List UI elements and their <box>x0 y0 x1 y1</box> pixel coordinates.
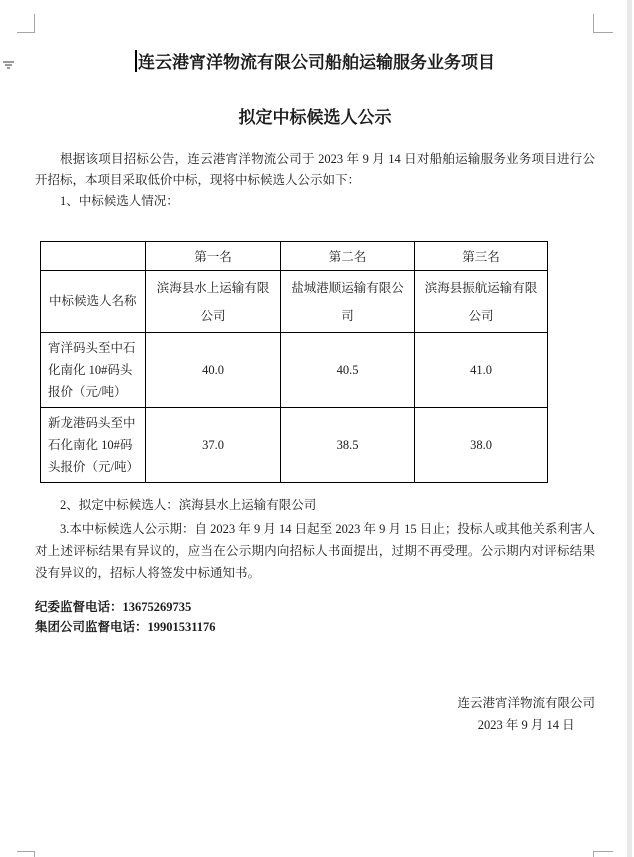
header-cell-second: 第二名 <box>281 242 415 271</box>
header-cell-third: 第三名 <box>415 242 548 271</box>
bid-candidates-table <box>40 241 548 483</box>
price-value: 38.5 <box>281 408 415 483</box>
price-value: 38.0 <box>415 408 548 483</box>
list-item-2: 2、拟定中标候选人：滨海县水上运输有限公司 <box>60 498 317 512</box>
discipline-phone-line: 纪委监督电话：13675269735 <box>35 600 192 614</box>
signature-company: 连云港宵洋物流有限公司 <box>457 696 595 710</box>
price-value: 41.0 <box>415 333 548 408</box>
signature-date: 2023 年 9 月 14 日 <box>477 718 575 732</box>
row-label: 宵洋码头至中石化南化 10#码头报价（元/吨） <box>41 333 146 408</box>
candidate-1-name: 滨海县水上运输有限公司 <box>146 271 281 333</box>
header-cell-empty <box>41 242 146 271</box>
crop-mark-bottom-right <box>593 851 594 857</box>
document-subtitle: 拟定中标候选人公示 <box>238 108 392 127</box>
list-item-1: 1、中标候选人情况： <box>60 194 179 208</box>
signature-block <box>457 692 595 736</box>
candidate-2-name: 盐城港顺运输有限公司 <box>281 271 415 333</box>
supervision-phones <box>35 597 595 637</box>
document-title-text: 连云港宵洋物流有限公司船舶运输服务业务项目 <box>138 53 495 72</box>
row-label: 新龙港码头至中石化南化 10#码头报价（元/吨） <box>41 408 146 483</box>
group-phone-line: 集团公司监督电话：19901531176 <box>35 620 216 634</box>
table-row-candidate-names <box>41 271 548 333</box>
candidate-3-name: 滨海县振航运输有限公司 <box>415 271 548 333</box>
row-label: 中标候选人名称 <box>41 271 146 333</box>
document-title <box>35 50 595 75</box>
table-row-price-xiaoyang <box>41 333 548 408</box>
notice-period-paragraph: 3.本中标候选人公示期：自 2023 年 9 月 14 日起至 2023 年 9 月 15 日止；投标人或其他关系利害人对上述评标结果有异议的，应当在公示期内向招标人书面提出，过期不再受理。公示期内对评标结果没有异议的，招标人将签发中标通知书。 <box>35 522 595 580</box>
intro-paragraph: 根据该项目招标公告，连云港宵洋物流公司于 2023 年 9 月 14 日对船舶运输服务业务项目进行公开招标，本项目采取低价中标，现将中标候选人公示如下： <box>35 152 595 187</box>
table-row-price-xinlonggang <box>41 408 548 483</box>
table-header-row <box>41 242 548 271</box>
signature-area <box>35 692 595 736</box>
crop-mark-bottom-left <box>34 851 35 857</box>
crop-mark-bottom-right <box>593 851 613 852</box>
price-value: 40.0 <box>146 333 281 408</box>
price-value: 40.5 <box>281 333 415 408</box>
text-cursor <box>135 50 137 72</box>
crop-mark-bottom-left <box>17 851 35 852</box>
price-value: 37.0 <box>146 408 281 483</box>
header-cell-first: 第一名 <box>146 242 281 271</box>
